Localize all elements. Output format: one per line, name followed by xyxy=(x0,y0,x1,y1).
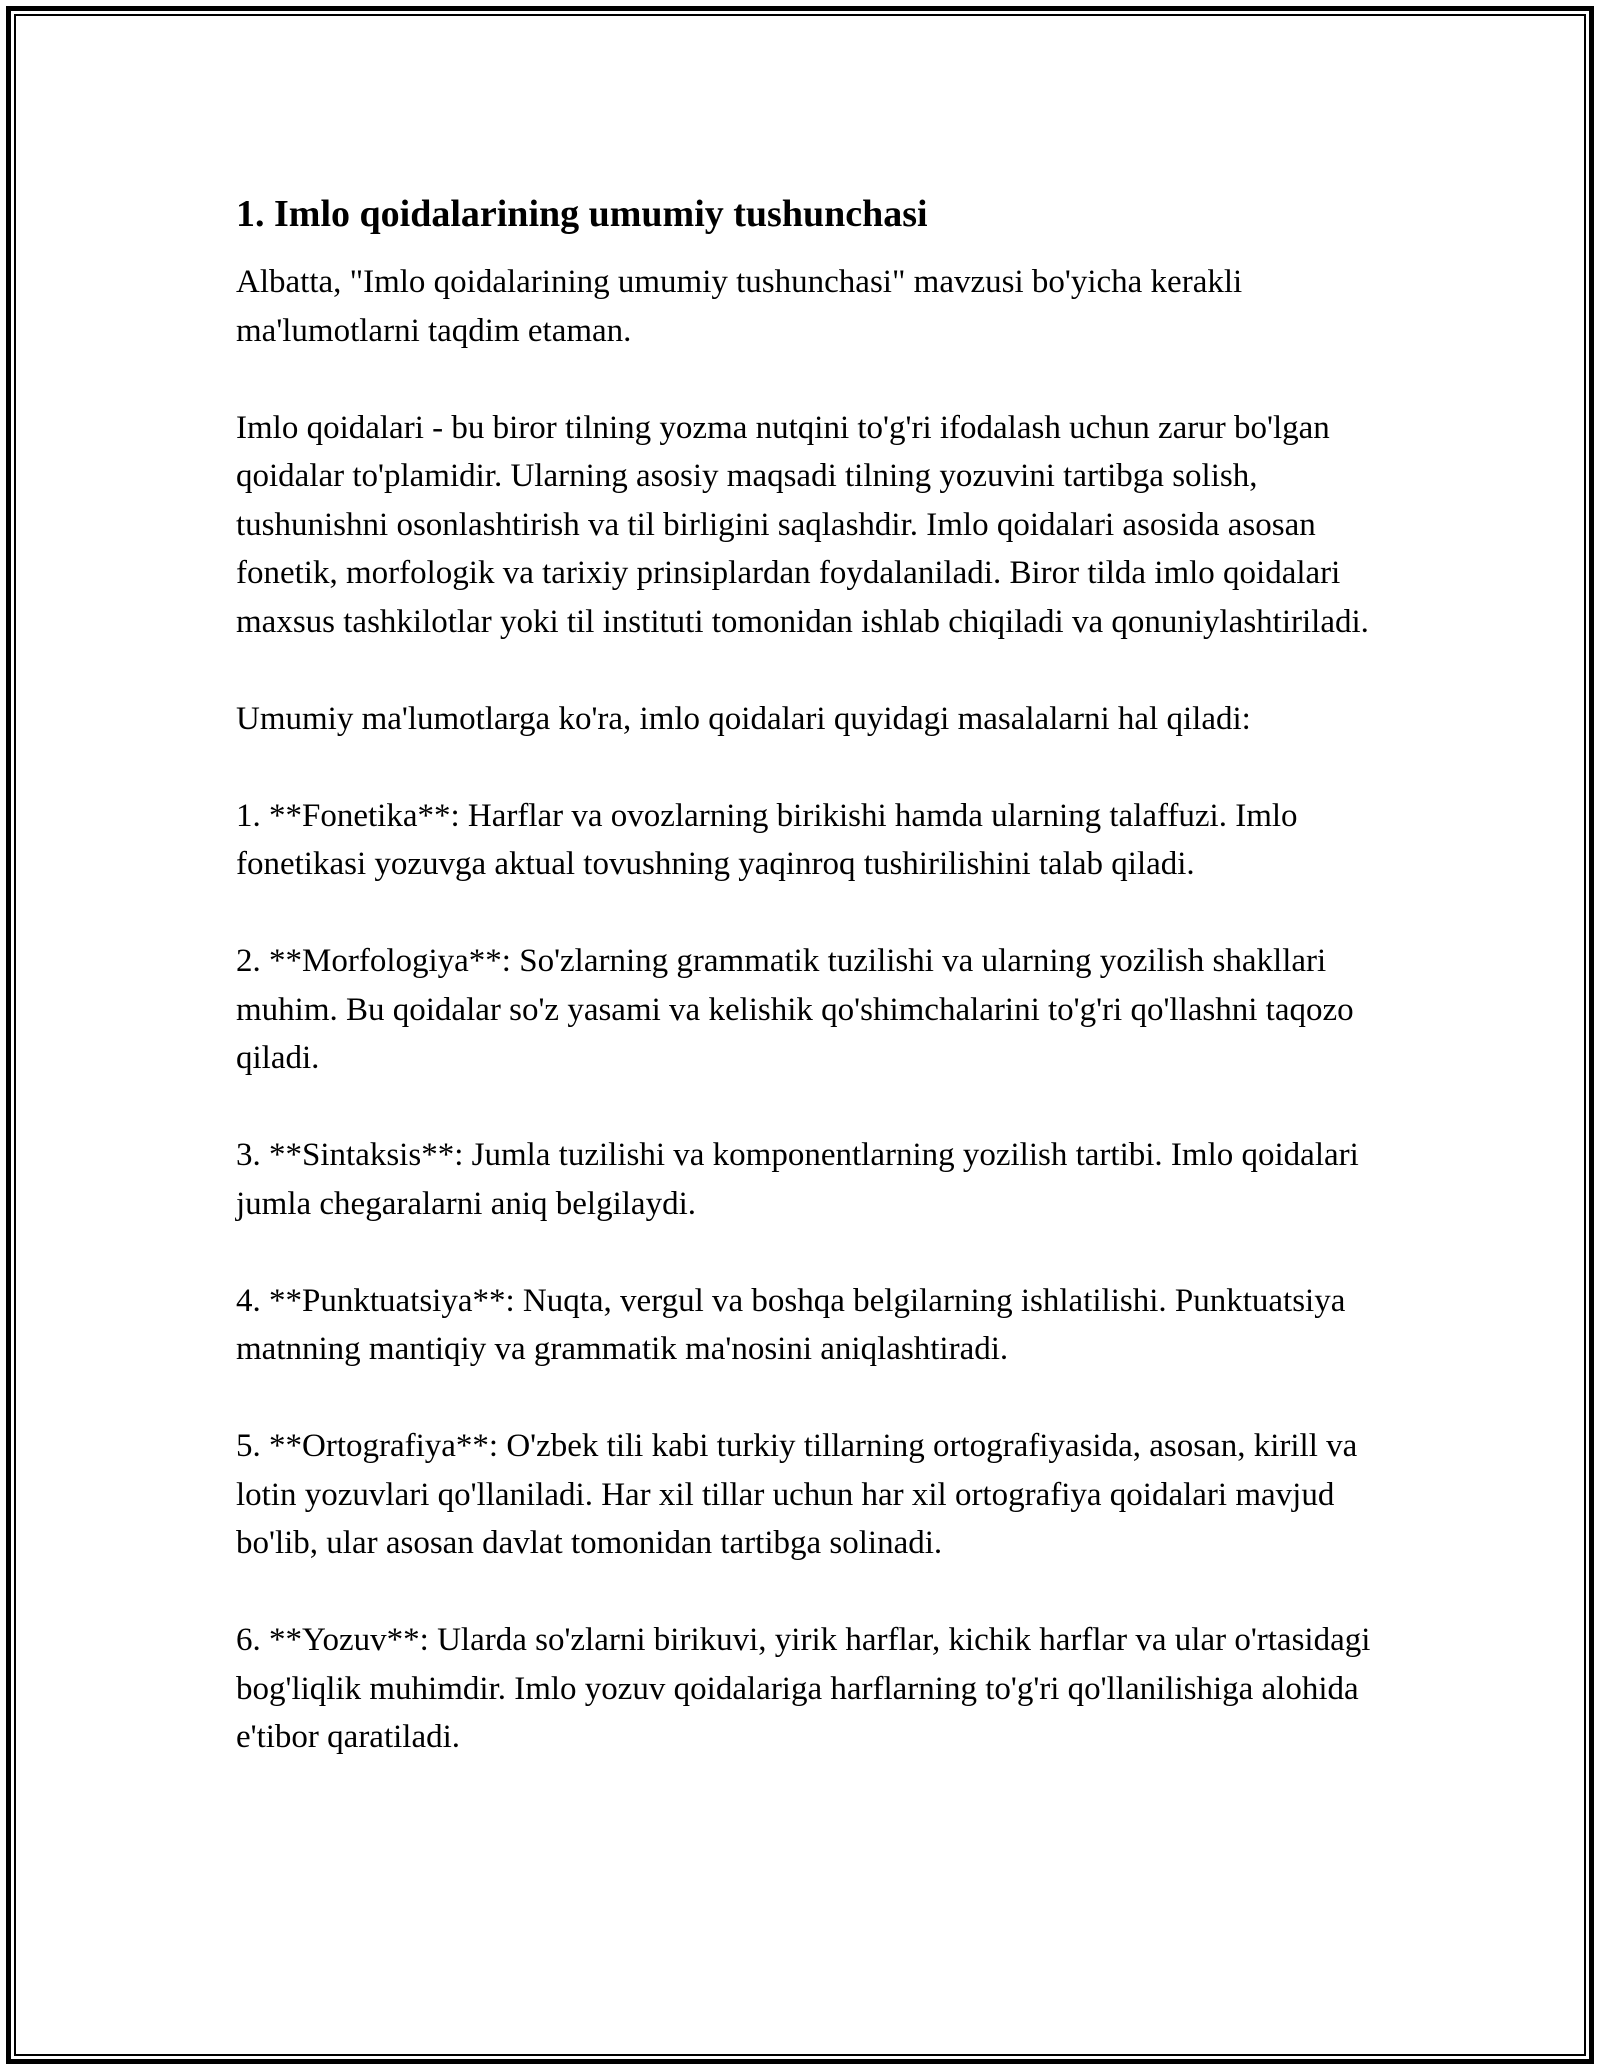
list-item-morfologiya: 2. **Morfologiya**: So'zlarning grammatik tuzilishi va ularning yozilish shakllari muhim. Bu qoidalar so'z yasami va kelishik qo'shimchalarini to'g'ri qo'llashni taqozo qiladi. xyxy=(236,943,1354,1076)
list-item-punktuatsiya: 4. **Punktuatsiya**: Nuqta, vergul va boshqa belgilarning ishlatilishi. Punktuatsiya matnning mantiqiy va grammatik ma'nosini aniqlashtiradi. xyxy=(236,1282,1346,1367)
list-item-yozuv: 6. **Yozuv**: Ularda so'zlarni birikuvi, yirik harflar, kichik harflar va ular o'rtasidagi bog'liqlik muhimdir. Imlo yozuv qoidalariga harflarning to'g'ri qo'llanilishiga alohida e'tibor qaratiladi. xyxy=(236,1622,1371,1755)
document-body xyxy=(236,190,1386,1810)
summary-paragraph: Umumiy ma'lumotlarga ko'ra, imlo qoidalari quyidagi masalalarni hal qiladi: xyxy=(236,700,1251,737)
page-title: 1. Imlo qoidalarining umumiy tushunchasi xyxy=(236,193,928,235)
definition-paragraph: Imlo qoidalari - bu biror tilning yozma nutqini to'g'ri ifodalash uchun zarur bo'lgan qoidalar to'plamidir. Ularning asosiy maqsadi tilning yozuvini tartibga solish, tushunishni osonlashtirish va til birligini saqlashdir. Imlo qoidalari asosida asosan fonetik, morfologik va tarixiy prinsiplardan foydalaniladi. Biror tilda imlo qoidalari maxsus tashkilotlar yoki til instituti tomonidan ishlab chiqiladi va qonuniylashtiriladi. xyxy=(236,409,1369,640)
list-item-ortografiya: 5. **Ortografiya**: O'zbek tili kabi turkiy tillarning ortografiyasida, asosan, kirill va lotin yozuvlari qo'llaniladi. Har xil tillar uchun har xil ortografiya qoidalari mavjud bo'lib, ular asosan davlat tomonidan tartibga solinadi. xyxy=(236,1428,1358,1561)
intro-paragraph: Albatta, "Imlo qoidalarining umumiy tushunchasi" mavzusi bo'yicha kerakli ma'lumotlarni taqdim etaman. xyxy=(236,264,1243,349)
list-item-fonetika: 1. **Fonetika**: Harflar va ovozlarning birikishi hamda ularning talaffuzi. Imlo fonetikasi yozuvga aktual tovushning yaqinroq tushirilishini talab qiladi. xyxy=(236,797,1298,882)
list-item-sintaksis: 3. **Sintaksis**: Jumla tuzilishi va komponentlarning yozilish tartibi. Imlo qoidalari jumla chegaralarni aniq belgilaydi. xyxy=(236,1137,1359,1222)
